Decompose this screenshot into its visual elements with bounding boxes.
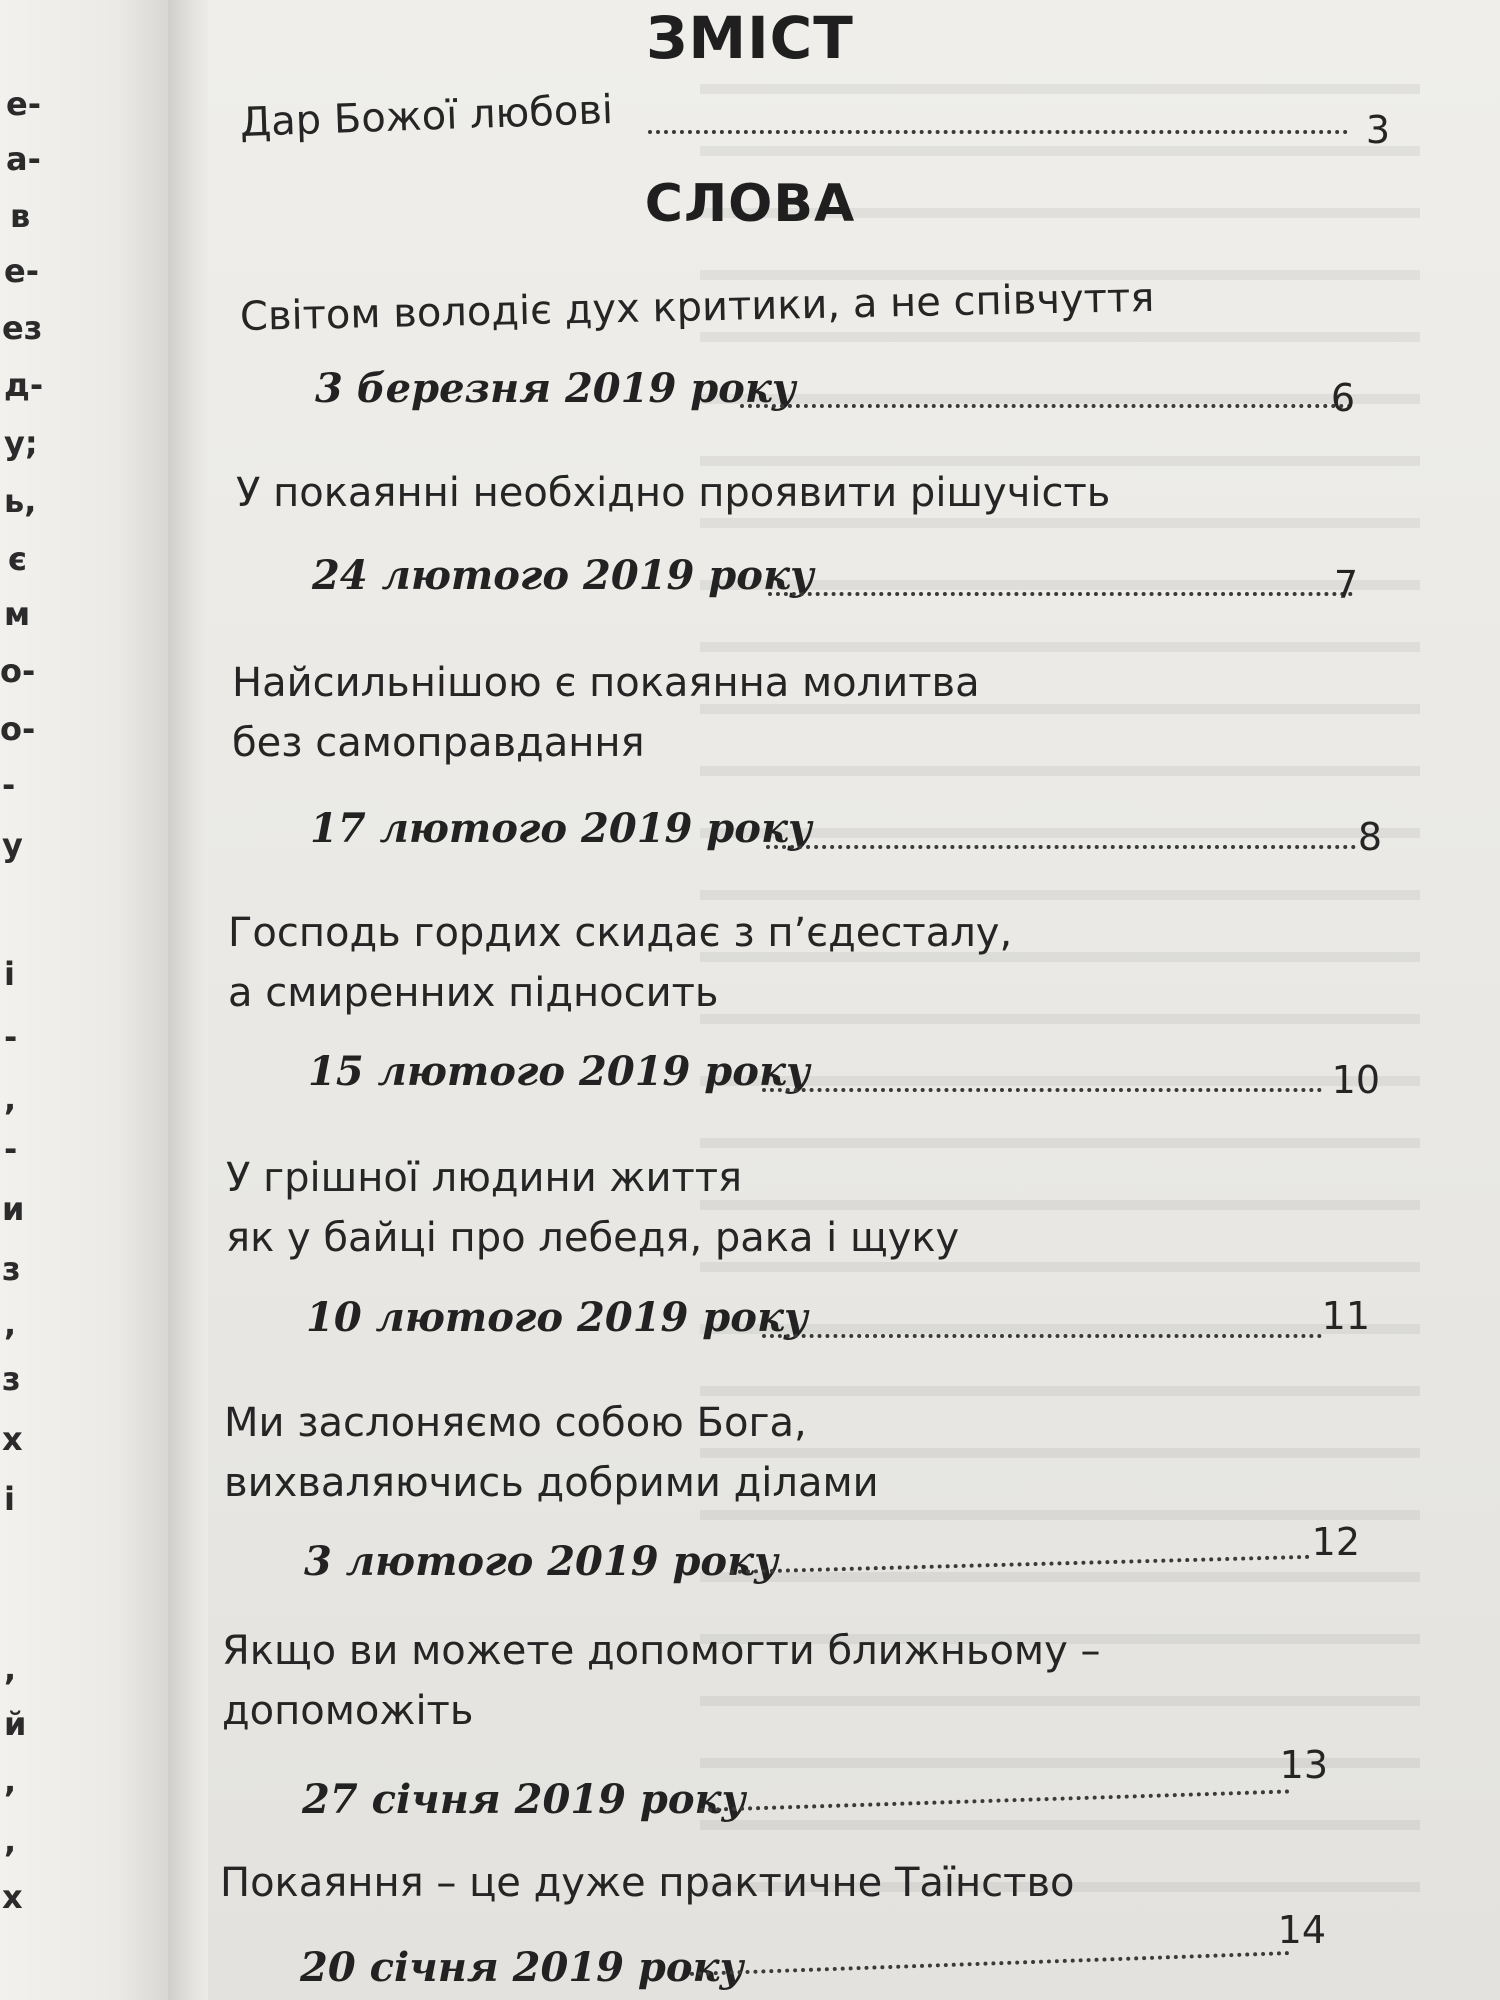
toc-entry-page: 12 [1311,1520,1360,1564]
section-heading: СЛОВА [644,174,856,234]
toc-intro-page: 3 [1365,108,1390,152]
toc-entry-title-line2[interactable]: як у байці про лебедя, рака і щуку [226,1215,960,1261]
toc-entry-title[interactable]: У покаянні необхідно проявити рішучість [236,470,1111,516]
toc-entry-title[interactable]: Покаяння – це дуже практичне Таїнство [220,1860,1075,1906]
toc-entry-date: 10 лютого 2019 року [306,1294,808,1341]
toc-entry-date: 20 січня 2019 року [300,1944,744,1991]
toc-heading: ЗМІСТ [646,4,854,72]
toc-leader-dots [648,130,1348,134]
toc-entry-page: 7 [1333,563,1358,607]
toc-entry-page: 10 [1331,1058,1380,1102]
left-page-fragment: і [4,1480,15,1518]
toc-leader-dots [762,1088,1322,1092]
left-page-fragment: з [2,1360,21,1398]
left-page-fragment: з [2,1250,21,1288]
toc-entry-date: 3 лютого 2019 року [304,1538,779,1585]
toc-entry-date: 24 лютого 2019 року [312,552,814,599]
left-page-fragment: е- [6,85,41,123]
left-page-fragment: о- [0,652,36,690]
toc-entry-page: 6 [1330,376,1355,420]
book-gutter [168,0,208,2000]
left-page-fragment: й [4,1705,27,1743]
toc-entry-date: 15 лютого 2019 року [308,1048,810,1095]
left-page-fragment: є [8,540,27,578]
left-page-fragment: ь, [4,482,37,520]
left-page-fragment: , [4,1650,17,1688]
toc-entry-title[interactable]: Світом володіє дух критики, а не співчуття [239,274,1155,340]
toc-leader-dots [762,1334,1322,1338]
toc-entry-title-line2[interactable]: вихваляючись добрими ділами [224,1460,879,1506]
left-page-fragment: в [10,197,31,235]
left-page-fragment: а- [6,140,41,178]
left-page-fragment: - [4,1018,18,1056]
toc-entry-title-line2[interactable]: а смиренних підносить [228,970,719,1016]
left-page-fragment: д- [4,366,44,404]
left-page-fragment: - [4,1130,18,1168]
toc-entry-title[interactable]: Найсильнішою є покаянна молитва [232,660,980,706]
toc-intro-title[interactable]: Дар Божої любові [239,86,614,146]
toc-entry-title-line2[interactable]: допоможіть [222,1688,474,1734]
toc-entry-page: 11 [1321,1294,1370,1338]
left-page-fragment: о- [0,710,36,748]
toc-entry-page: 14 [1277,1908,1326,1952]
toc-entry-title[interactable]: Ми заслоняємо собою Бога, [224,1400,807,1446]
toc-leader-dots [766,845,1356,849]
toc-entry-date: 27 січня 2019 року [302,1776,746,1823]
left-page-edge [0,0,168,2000]
left-page-fragment: , [4,1822,17,1860]
toc-entry-date: 3 березня 2019 року [315,365,796,412]
toc-entry-title[interactable]: Якщо ви можете допомогти ближньому – [222,1628,1101,1674]
left-page-fragment: ез [2,309,43,347]
toc-entry-title[interactable]: Господь гордих скидає з п’єдесталу, [228,910,1013,956]
toc-entry-date: 17 лютого 2019 року [310,805,812,852]
toc-entry-page: 8 [1357,815,1382,859]
left-page-fragment: , [4,1762,17,1800]
toc-entry-title[interactable]: У грішної людини життя [226,1155,743,1201]
left-page-fragment: х [2,1420,23,1458]
left-page-fragment: у; [4,424,38,462]
toc-entry-title-line2[interactable]: без самоправдання [232,720,645,766]
left-page-fragment: и [2,1190,25,1228]
left-page-fragment: , [4,1305,17,1343]
toc-leader-dots [768,592,1353,596]
left-page-fragment: у [2,826,23,864]
toc-leader-dots [740,404,1352,408]
toc-entry-page: 13 [1279,1743,1328,1787]
left-page-fragment: , [4,1080,17,1118]
left-page-fragment: м [4,595,31,633]
left-page-fragment: е- [4,252,39,290]
left-page-fragment: - [2,766,16,804]
left-page-fragment: х [2,1878,23,1916]
left-page-fragment: і [4,955,15,993]
